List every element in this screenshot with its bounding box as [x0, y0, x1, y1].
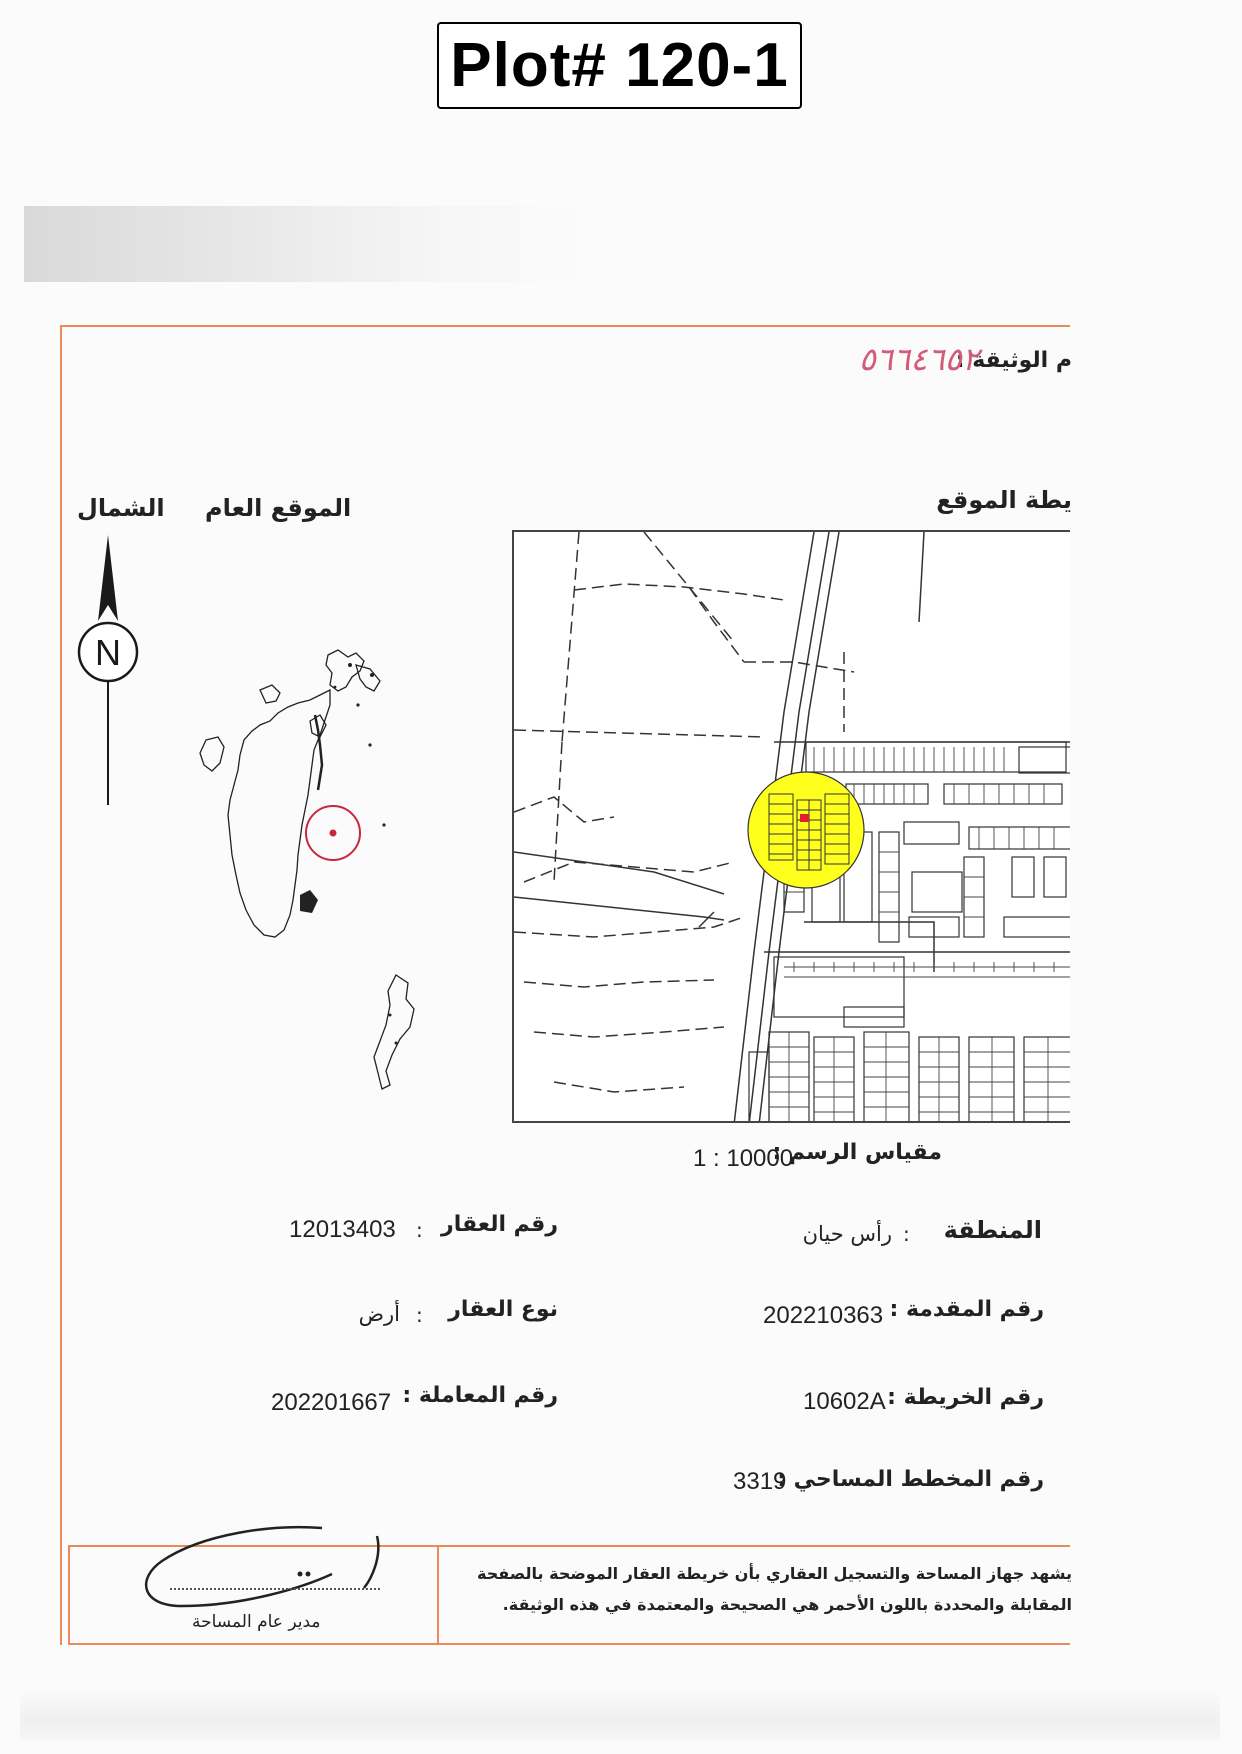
- signature-image: [132, 1516, 402, 1616]
- north-letter: N: [95, 632, 121, 673]
- north-label: الشمال: [77, 494, 165, 522]
- signatory-title: مدير عام المساحة: [192, 1612, 321, 1632]
- submission-number-label: رقم المقدمة :: [889, 1297, 1044, 1322]
- frame-left-line: [60, 325, 62, 1645]
- footer-bottom-line: [68, 1643, 1070, 1645]
- plot-title: Plot# 120-1: [437, 22, 802, 109]
- certification-line-2: المقابلة والمحددة باللون الأحمر هي الصحيحة والمعتمدة في هذه الوثيقة.: [502, 1595, 1072, 1614]
- transaction-number-label: رقم المعاملة :: [402, 1383, 558, 1408]
- scan-shadow-bottom: [20, 1690, 1220, 1740]
- north-arrow-icon: [76, 535, 140, 810]
- scale-label: مقياس الرسم :: [772, 1140, 942, 1165]
- general-location-label: الموقع العام: [205, 494, 352, 522]
- frame-top-line: [60, 325, 1070, 327]
- scale-value: 1 : 10000: [693, 1145, 794, 1172]
- property-type-value: أرض: [358, 1302, 400, 1326]
- site-plan-label: يطة الموقع: [936, 486, 1072, 514]
- footer-divider: [437, 1545, 439, 1645]
- signature-line: [170, 1588, 380, 1590]
- property-number-colon: :: [416, 1218, 423, 1242]
- survey-plan-number-value: 3319: [733, 1468, 787, 1495]
- doc-number-label: م الوثيقة :: [955, 348, 1072, 373]
- survey-plan-number-label: رقم المخطط المساحي :: [777, 1467, 1044, 1492]
- property-type-label: نوع العقار: [448, 1297, 558, 1322]
- property-type-colon: :: [416, 1303, 423, 1327]
- country-overview-map: [160, 595, 450, 1115]
- scan-shadow: [24, 206, 584, 282]
- submission-number-value: 202210363: [763, 1302, 884, 1329]
- property-number-value: 12013403: [289, 1216, 396, 1243]
- site-plan-map: [512, 530, 1070, 1123]
- footer-left-line: [68, 1545, 70, 1645]
- region-value: رأس حيان: [802, 1222, 892, 1246]
- map-number-value: 10602A: [803, 1388, 886, 1415]
- transaction-number-value: 202201667: [271, 1389, 392, 1416]
- region-colon: :: [903, 1222, 910, 1246]
- property-number-label: رقم العقار: [441, 1212, 558, 1237]
- region-label: المنطقة: [943, 1216, 1042, 1244]
- doc-number-value: ٥٦٦٤٦٥٢: [858, 341, 979, 377]
- certification-line-1: يشهد جهاز المساحة والتسجيل العقاري بأن خريطة العقار الموضحة بالصفحة: [477, 1564, 1072, 1583]
- map-number-label: رقم الخريطة :: [887, 1385, 1044, 1410]
